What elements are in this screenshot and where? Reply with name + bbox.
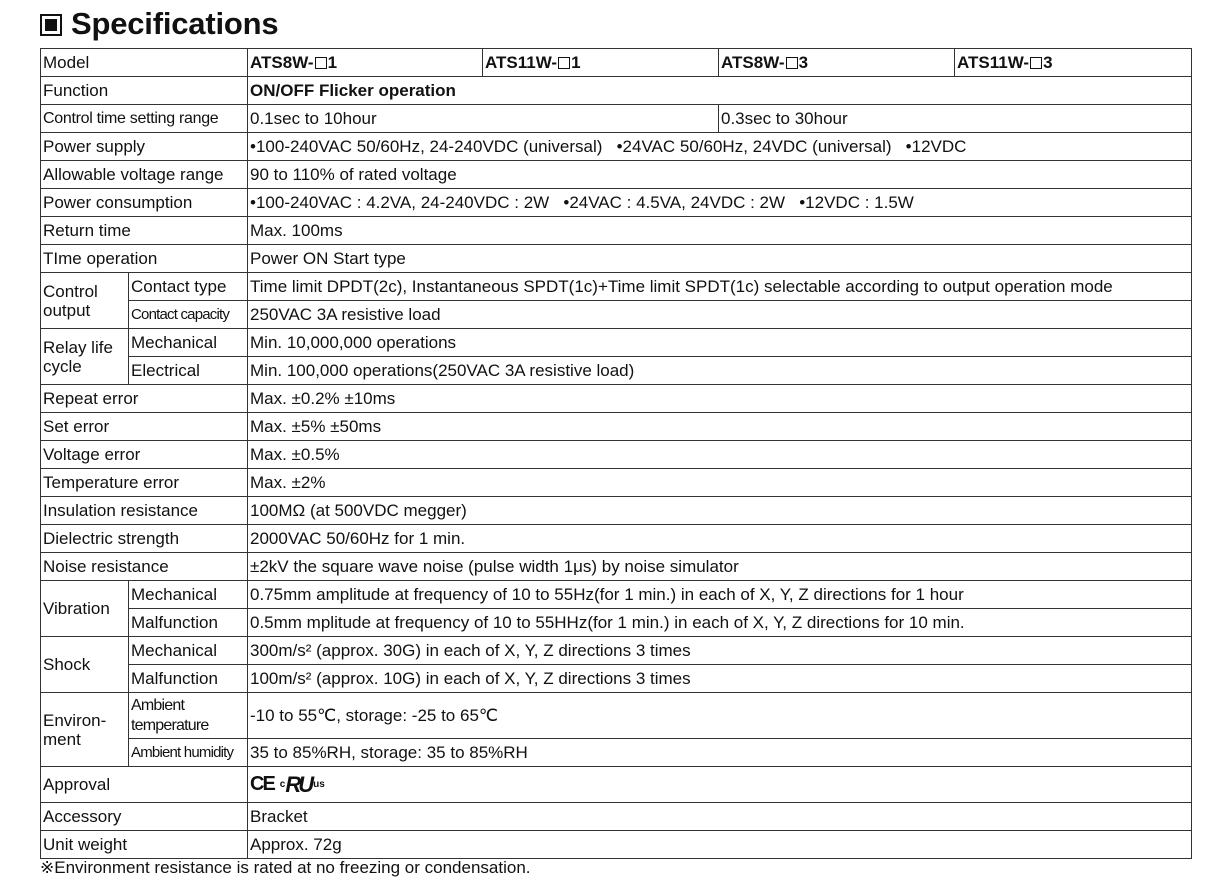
label-model: Model — [41, 49, 248, 77]
label-return-time: Return time — [41, 217, 248, 245]
table-row-repeat-error — [41, 385, 1192, 413]
value-temperature-error: Max. ±2% — [248, 469, 1192, 497]
value-dielectric: 2000VAC 50/60Hz for 1 min. — [248, 525, 1192, 553]
table-row-control-time — [41, 105, 1192, 133]
label-vibration-mechanical: Mechanical — [129, 581, 248, 609]
table-row-shock-malfunction — [41, 665, 1192, 693]
value-insulation: 100MΩ (at 500VDC megger) — [248, 497, 1192, 525]
label-ambient-temperature: Ambient temperature — [129, 693, 248, 739]
table-row-noise — [41, 553, 1192, 581]
label-dielectric: Dielectric strength — [41, 525, 248, 553]
table-row-power-supply — [41, 133, 1192, 161]
table-row-set-error — [41, 413, 1192, 441]
table-row-contact-type — [41, 273, 1192, 301]
label-voltage-error: Voltage error — [41, 441, 248, 469]
label-unit-weight: Unit weight — [41, 831, 248, 859]
ce-mark-icon: CE — [250, 773, 274, 795]
table-row-ambient-temperature — [41, 693, 1192, 739]
value-shock-malfunction: 100m/s² (approx. 10G) in each of X, Y, Z directions 3 times — [248, 665, 1192, 693]
label-ambient-humidity: Ambient humidity — [129, 739, 248, 767]
model-cell: ATS8W- 1 — [248, 49, 483, 77]
table-row-relay-mechanical — [41, 329, 1192, 357]
value-approval — [248, 767, 1192, 803]
label-repeat-error: Repeat error — [41, 385, 248, 413]
label-insulation: Insulation resistance — [41, 497, 248, 525]
table-row-time-operation — [41, 245, 1192, 273]
value-shock-mechanical: 300m/s² (approx. 30G) in each of X, Y, Z directions 3 times — [248, 637, 1192, 665]
value-allowable-voltage: 90 to 110% of rated voltage — [248, 161, 1192, 189]
label-vibration-malfunction: Malfunction — [129, 609, 248, 637]
value-contact-capacity: 250VAC 3A resistive load — [248, 301, 1192, 329]
label-shock: Shock — [41, 637, 129, 693]
value-time-operation: Power ON Start type — [248, 245, 1192, 273]
label-time-operation: TIme operation — [41, 245, 248, 273]
value-power-supply: •100-240VAC 50/60Hz, 24-240VDC (universal) •24VAC 50/60Hz, 24VDC (universal) •12VDC — [248, 133, 1192, 161]
table-row-temperature-error — [41, 469, 1192, 497]
label-shock-mechanical: Mechanical — [129, 637, 248, 665]
table-row-accessory — [41, 803, 1192, 831]
footnote: ※Environment resistance is rated at no freezing or condensation. — [40, 858, 531, 877]
label-contact-capacity: Contact capacity — [129, 301, 248, 329]
label-control-output: Control output — [41, 273, 129, 329]
table-row-power-consumption — [41, 189, 1192, 217]
label-approval: Approval — [41, 767, 248, 803]
table-row-voltage-error — [41, 441, 1192, 469]
value-contact-type: Time limit DPDT(2c), Instantaneous SPDT(1c)+Time limit SPDT(1c) selectable according to output operation mode — [248, 273, 1192, 301]
section-heading — [40, 4, 278, 44]
value-vibration-malfunction: 0.5mm mplitude at frequency of 10 to 55HHz(for 1 min.) in each of X, Y, Z directions for 10 min. — [248, 609, 1192, 637]
value-control-time-1: 0.1sec to 10hour — [248, 105, 719, 133]
value-relay-mechanical: Min. 10,000,000 operations — [248, 329, 1192, 357]
label-environment: Environ-ment — [41, 693, 129, 767]
label-vibration: Vibration — [41, 581, 129, 637]
value-noise: ±2kV the square wave noise (pulse width 1μs) by noise simulator — [248, 553, 1192, 581]
label-accessory: Accessory — [41, 803, 248, 831]
table-row-shock-mechanical — [41, 637, 1192, 665]
label-shock-malfunction: Malfunction — [129, 665, 248, 693]
table-row-function — [41, 77, 1192, 105]
placeholder-box-icon — [786, 57, 798, 69]
label-relay-life: Relay life cycle — [41, 329, 129, 385]
page-title: Specifications — [71, 6, 279, 41]
value-relay-electrical: Min. 100,000 operations(250VAC 3A resistive load) — [248, 357, 1192, 385]
label-contact-type: Contact type — [129, 273, 248, 301]
value-voltage-error: Max. ±0.5% — [248, 441, 1192, 469]
value-ambient-temperature: -10 to 55℃, storage: -25 to 65℃ — [248, 693, 1192, 739]
label-relay-mechanical: Mechanical — [129, 329, 248, 357]
table-row-relay-electrical — [41, 357, 1192, 385]
value-vibration-mechanical: 0.75mm amplitude at frequency of 10 to 55Hz(for 1 min.) in each of X, Y, Z directions for 1 hour — [248, 581, 1192, 609]
value-repeat-error: Max. ±0.2% ±10ms — [248, 385, 1192, 413]
label-function: Function — [41, 77, 248, 105]
table-row-approval — [41, 767, 1192, 803]
model-cell: ATS11W- 1 — [483, 49, 719, 77]
label-set-error: Set error — [41, 413, 248, 441]
value-power-consumption: •100-240VAC : 4.2VA, 24-240VDC : 2W •24VAC : 4.5VA, 24VDC : 2W •12VDC : 1.5W — [248, 189, 1192, 217]
label-power-consumption: Power consumption — [41, 189, 248, 217]
table-row-unit-weight — [41, 831, 1192, 859]
value-unit-weight: Approx. 72g — [248, 831, 1192, 859]
label-noise: Noise resistance — [41, 553, 248, 581]
ul-mark-icon: c RU us — [279, 772, 325, 797]
table-row-contact-capacity — [41, 301, 1192, 329]
label-power-supply: Power supply — [41, 133, 248, 161]
label-allowable-voltage: Allowable voltage range — [41, 161, 248, 189]
value-ambient-humidity: 35 to 85%RH, storage: 35 to 85%RH — [248, 739, 1192, 767]
table-row-return-time — [41, 217, 1192, 245]
table-row-allowable-voltage — [41, 161, 1192, 189]
value-return-time: Max. 100ms — [248, 217, 1192, 245]
model-cell: ATS11W- 3 — [955, 49, 1192, 77]
placeholder-box-icon — [558, 57, 570, 69]
table-row-vibration-malfunction — [41, 609, 1192, 637]
value-accessory: Bracket — [248, 803, 1192, 831]
table-row-vibration-mechanical — [41, 581, 1192, 609]
label-control-time: Control time setting range — [41, 105, 248, 133]
table-row-insulation — [41, 497, 1192, 525]
value-function: ON/OFF Flicker operation — [248, 77, 1192, 105]
model-cell: ATS8W- 3 — [719, 49, 955, 77]
specifications-table — [40, 48, 1192, 859]
table-row-ambient-humidity — [41, 739, 1192, 767]
label-temperature-error: Temperature error — [41, 469, 248, 497]
placeholder-box-icon — [1030, 57, 1042, 69]
square-bullet-icon — [40, 14, 62, 36]
label-relay-electrical: Electrical — [129, 357, 248, 385]
value-control-time-3: 0.3sec to 30hour — [719, 105, 1192, 133]
table-row-dielectric — [41, 525, 1192, 553]
approval-marks — [250, 772, 325, 797]
table-row-model — [41, 49, 1192, 77]
placeholder-box-icon — [315, 57, 327, 69]
value-set-error: Max. ±5% ±50ms — [248, 413, 1192, 441]
